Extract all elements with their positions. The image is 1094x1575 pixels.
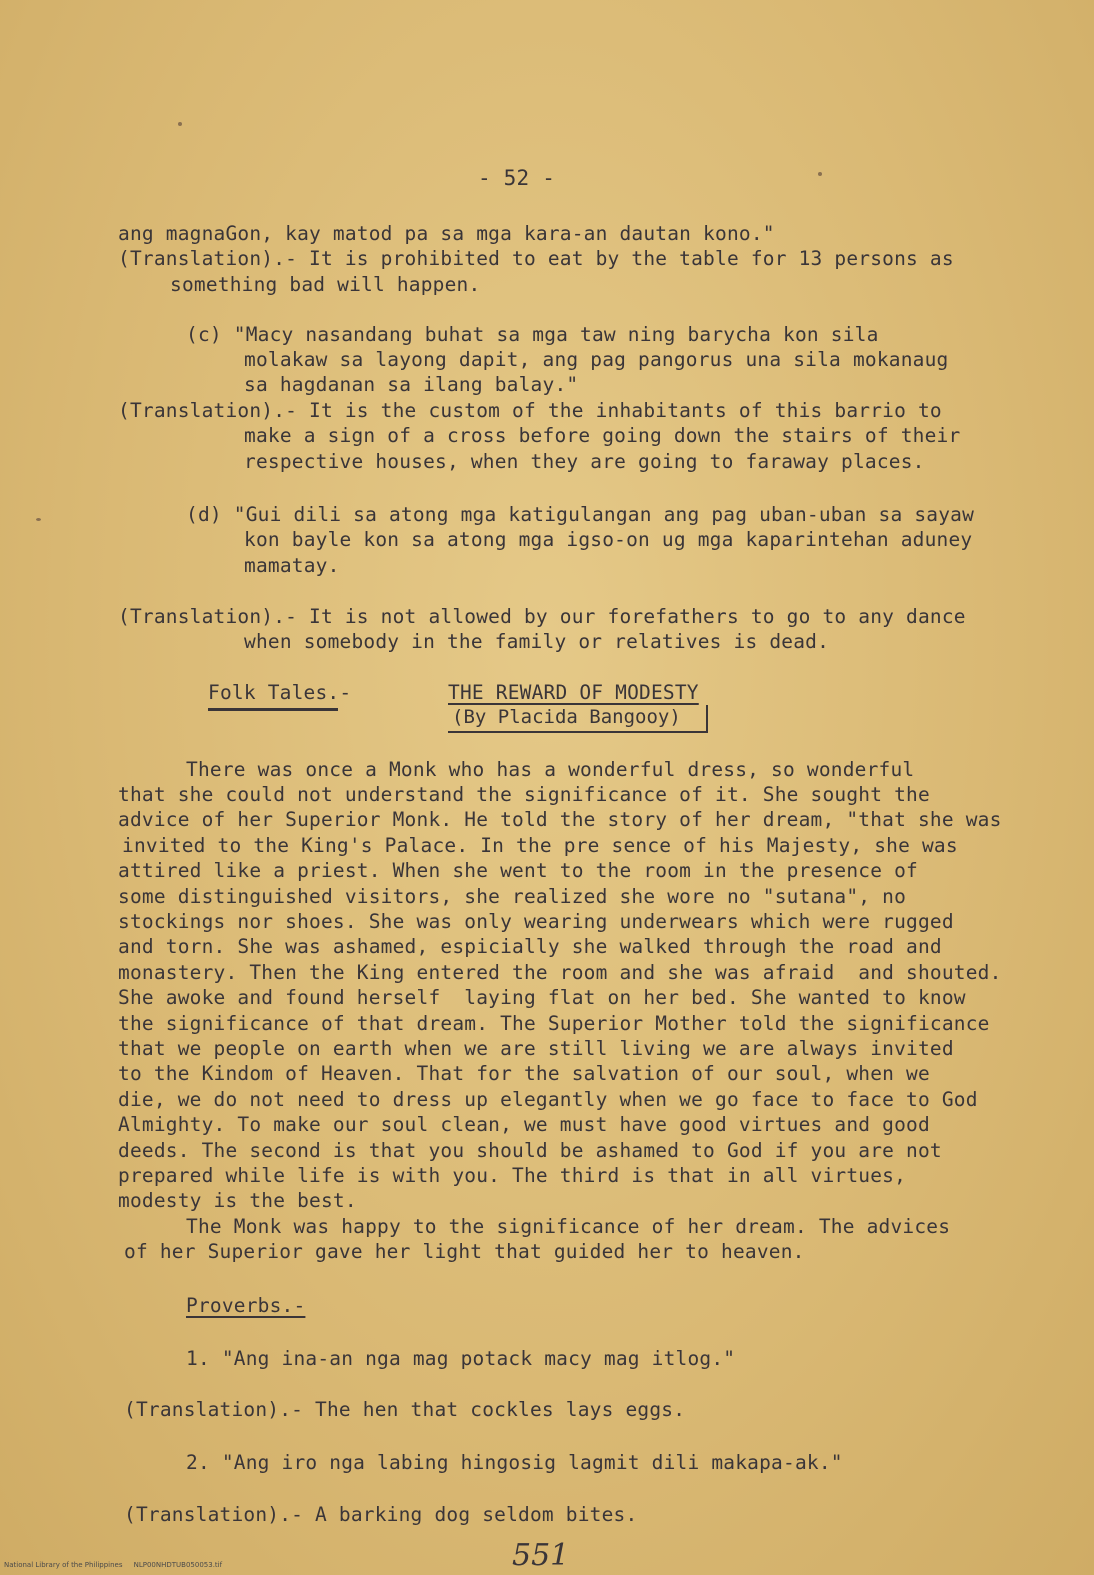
text-line: when somebody in the family or relatives is dead. xyxy=(244,630,830,653)
handwritten-page-stamp: 551 xyxy=(512,1538,570,1573)
story-line: prepared while life is with you. The third is that in all virtues, xyxy=(118,1164,907,1187)
text-line: (Translation).- It is prohibited to eat by the table for 13 persons as xyxy=(118,247,954,270)
story-line: invited to the King's Palace. In the pre sence of his Majesty, she was xyxy=(122,834,958,857)
paper-speck xyxy=(178,122,182,126)
proverb-translation: (Translation).- The hen that cockles lays eggs. xyxy=(124,1398,686,1421)
folk-tales-heading: Folk Tales.- xyxy=(208,681,352,704)
text-line: molakaw sa layong dapit, ang pag pangorus una sila mokanaug xyxy=(244,348,949,371)
story-line: that we people on earth when we are still living we are always invited xyxy=(118,1037,954,1060)
text-line: make a sign of a cross before going down the stairs of their xyxy=(244,424,961,447)
story-line: die, we do not need to dress up elegantly when we go face to face to God xyxy=(118,1088,978,1111)
proverbs-heading: Proverbs.- xyxy=(186,1294,306,1317)
text-line: (Translation).- It is the custom of the inhabitants of this barrio to xyxy=(118,399,942,422)
story-title: THE REWARD OF MODESTY xyxy=(448,681,699,704)
text-line: (Translation).- It is not allowed by our forefathers to go to any dance xyxy=(118,605,966,628)
heading-underline xyxy=(208,708,338,711)
story-line: attired like a priest. When she went to the room in the presence of xyxy=(118,859,918,882)
story-line: There was once a Monk who has a wonderful dress, so wonderful xyxy=(186,758,915,781)
story-line: monastery. Then the King entered the room and she was afraid and shouted. xyxy=(118,961,1002,984)
story-line: The Monk was happy to the significance of her dream. The advices xyxy=(186,1215,951,1238)
text-line: kon bayle kon sa atong mga igso-on ug mga kaparintehan aduney xyxy=(244,528,973,551)
text-line: (d) "Gui dili sa atong mga katigulangan ang pag uban-uban sa sayaw xyxy=(186,503,975,526)
story-line: deeds. The second is that you should be ashamed to God if you are not xyxy=(118,1139,942,1162)
proverb-line: 2. "Ang iro nga labing hingosig lagmit dili makapa-ak." xyxy=(186,1451,843,1474)
story-line: Almighty. To make our soul clean, we must have good virtues and good xyxy=(118,1113,930,1136)
story-line: and torn. She was ashamed, espicially she walked through the road and xyxy=(118,935,942,958)
story-line: to the Kindom of Heaven. That for the salvation of our soul, when we xyxy=(118,1062,930,1085)
story-line: She awoke and found herself laying flat on her bed. She wanted to know xyxy=(118,986,966,1009)
page-number: - 52 - xyxy=(478,166,556,190)
text-line: mamatay. xyxy=(244,554,340,577)
story-line: the significance of that dream. The Superior Mother told the significance xyxy=(118,1012,990,1035)
text-line: respective houses, when they are going to faraway places. xyxy=(244,450,925,473)
story-line: of her Superior gave her light that guided her to heaven. xyxy=(124,1240,805,1263)
text-line: sa hagdanan sa ilang balay." xyxy=(244,373,579,396)
story-line: stockings nor shoes. She was only wearing underwears which were rugged xyxy=(118,910,954,933)
proverb-line: 1. "Ang ina-an nga mag potack macy mag itlog." xyxy=(186,1347,736,1370)
story-line: advice of her Superior Monk. He told the story of her dream, "that she was xyxy=(118,808,1002,831)
story-line: that she could not understand the significance of it. She sought the xyxy=(118,783,930,806)
scan-footer: National Library of the Philippines NLP00NHDTUB050053.tif xyxy=(4,1561,223,1569)
story-byline: (By Placida Bangooy) xyxy=(452,706,681,728)
text-line: (c) "Macy nasandang buhat sa mga taw ning barycha kon sila xyxy=(186,323,879,346)
text-line: something bad will happen. xyxy=(170,273,481,296)
text-line: ang magnaGon, kay matod pa sa mga kara-an dautan kono." xyxy=(118,222,775,245)
paper-speck xyxy=(36,518,41,521)
paper-speck xyxy=(818,172,822,176)
proverb-translation: (Translation).- A barking dog seldom bites. xyxy=(124,1503,638,1526)
story-line: modesty is the best. xyxy=(118,1189,357,1212)
story-line: some distinguished visitors, she realized she wore no "sutana", no xyxy=(118,885,907,908)
